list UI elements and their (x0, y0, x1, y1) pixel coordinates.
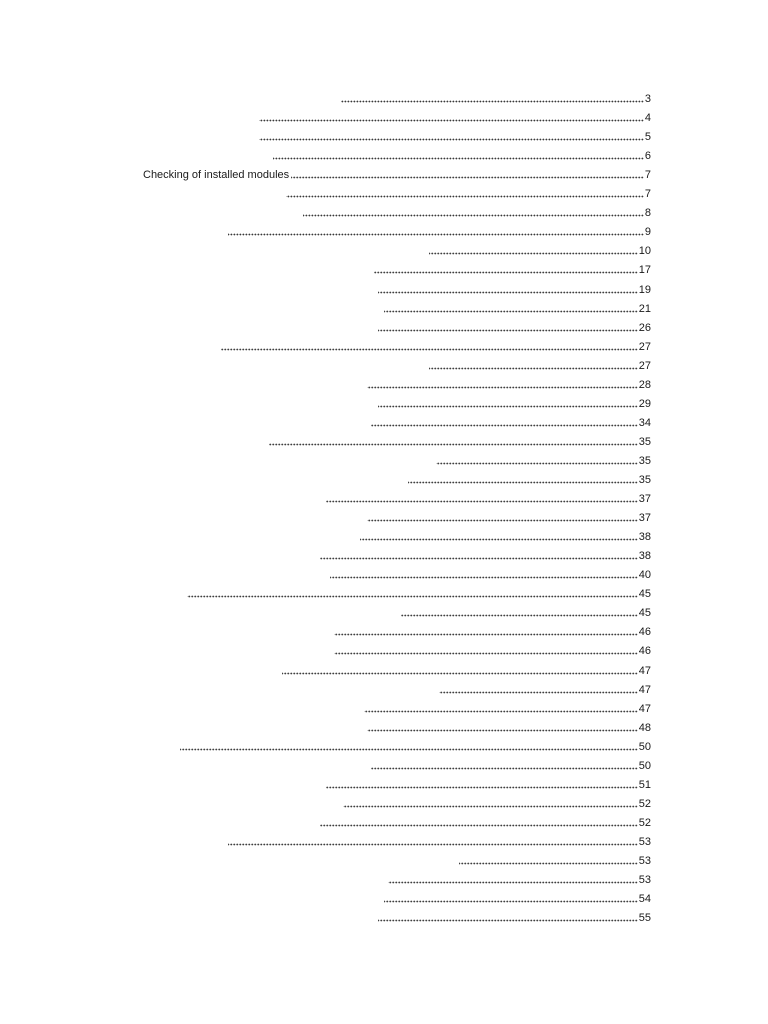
toc-entry[interactable] (326, 773, 651, 792)
dot-leader (371, 767, 638, 770)
toc-page-number: 27 (638, 341, 651, 353)
toc-entry[interactable] (343, 792, 651, 811)
dot-leader (374, 271, 638, 274)
dot-leader (364, 710, 638, 713)
toc-entry[interactable] (429, 239, 651, 258)
toc-page-number: 38 (638, 531, 651, 543)
dot-leader (334, 633, 638, 636)
dot-leader (367, 519, 638, 522)
dot-leader (439, 691, 638, 694)
toc-entry[interactable] (436, 449, 651, 468)
toc-page-number: 21 (638, 303, 651, 315)
dot-leader (384, 310, 638, 313)
dot-leader (282, 672, 638, 675)
toc-page-number: 34 (638, 417, 651, 429)
toc-page-number: 40 (638, 569, 651, 581)
toc-entry[interactable] (367, 716, 651, 735)
dot-leader (378, 919, 638, 922)
toc-page-number: 47 (638, 665, 651, 677)
toc-entry[interactable] (221, 335, 651, 354)
dot-leader (326, 500, 638, 503)
toc-entry[interactable] (341, 87, 651, 106)
toc-page-number: 35 (638, 474, 651, 486)
toc-entry[interactable] (384, 297, 651, 316)
dot-leader (320, 824, 638, 827)
dot-leader (378, 291, 638, 294)
toc-page-number: 29 (638, 398, 651, 410)
toc-page-number: 4 (644, 112, 651, 124)
toc-page-number: 27 (638, 360, 651, 372)
toc-entry[interactable] (330, 563, 651, 582)
dot-leader (286, 195, 644, 198)
dot-leader (273, 157, 644, 160)
toc-page-number: 8 (644, 207, 651, 219)
toc-page-number: 5 (644, 131, 651, 143)
toc-entry[interactable] (326, 487, 651, 506)
toc-page-number: 47 (638, 684, 651, 696)
dot-leader (221, 348, 638, 351)
toc-page-number: 35 (638, 436, 651, 448)
toc-entry[interactable] (378, 278, 651, 297)
toc-entry[interactable] (273, 144, 651, 163)
dot-leader (187, 595, 638, 598)
toc-page-number: 54 (638, 893, 651, 905)
dot-leader (269, 443, 638, 446)
dot-leader (378, 405, 638, 408)
dot-leader (341, 100, 644, 103)
toc-page-number: 6 (644, 150, 651, 162)
toc-page-number: 48 (638, 722, 651, 734)
toc-entry[interactable] (388, 868, 651, 887)
dot-leader (429, 252, 638, 255)
dot-leader (378, 329, 638, 332)
toc-entry-title: Checking of installed modules (143, 169, 290, 181)
dot-leader (408, 481, 638, 484)
toc-page-number: 7 (644, 169, 651, 181)
dot-leader (303, 214, 644, 217)
toc-entry[interactable] (439, 678, 651, 697)
dot-leader (291, 176, 644, 179)
toc-entry[interactable] (303, 201, 651, 220)
toc-page-number: 28 (638, 379, 651, 391)
toc-entry[interactable] (320, 811, 651, 830)
dot-leader (334, 652, 638, 655)
toc-page-number: 46 (638, 645, 651, 657)
dot-leader (343, 805, 638, 808)
toc-page-number: 53 (638, 836, 651, 848)
dot-leader (384, 900, 638, 903)
toc-page-number: 7 (644, 188, 651, 200)
dot-leader (360, 538, 638, 541)
toc-entry[interactable] (371, 411, 651, 430)
dot-leader (401, 614, 638, 617)
toc-page-number: 19 (638, 284, 651, 296)
toc-entry[interactable] (187, 582, 651, 601)
toc-entry[interactable] (228, 220, 651, 239)
toc-entry[interactable] (378, 906, 651, 925)
toc-entry[interactable] (334, 639, 651, 658)
toc-entry[interactable] (282, 659, 651, 678)
dot-leader (259, 119, 644, 122)
toc-entry[interactable] (459, 849, 651, 868)
toc-entry[interactable] (143, 163, 651, 182)
toc-entry[interactable] (334, 620, 651, 639)
toc-page-number: 53 (638, 855, 651, 867)
toc-page-number: 26 (638, 322, 651, 334)
toc-entry[interactable] (378, 392, 651, 411)
toc-entry[interactable] (286, 182, 651, 201)
toc-page-number: 45 (638, 607, 651, 619)
toc-entry[interactable] (378, 316, 651, 335)
toc-page-number: 47 (638, 703, 651, 715)
dot-leader (259, 138, 644, 141)
toc-entry[interactable] (367, 506, 651, 525)
dot-leader (326, 786, 638, 789)
dot-leader (367, 729, 638, 732)
toc-entry[interactable] (408, 468, 651, 487)
dot-leader (429, 367, 638, 370)
toc-page-number: 51 (638, 779, 651, 791)
dot-leader (330, 576, 638, 579)
toc-entry[interactable] (364, 697, 651, 716)
dot-leader (436, 462, 638, 465)
toc-page-number: 17 (638, 264, 651, 276)
toc-page-number: 52 (638, 817, 651, 829)
toc-page-number: 38 (638, 550, 651, 562)
toc-page-number: 46 (638, 626, 651, 638)
toc-entry[interactable] (367, 373, 651, 392)
toc-entry[interactable] (401, 601, 651, 620)
toc-page-number: 3 (644, 93, 651, 105)
toc-entry[interactable] (384, 887, 651, 906)
toc-page-number: 50 (638, 741, 651, 753)
toc-page-number: 37 (638, 512, 651, 524)
dot-leader (228, 233, 644, 236)
toc-entry[interactable] (374, 258, 651, 277)
toc-entry[interactable] (371, 754, 651, 773)
toc-entry[interactable] (180, 735, 651, 754)
dot-leader (371, 424, 638, 427)
dot-leader (367, 386, 638, 389)
dot-leader (388, 881, 638, 884)
toc-page-number: 9 (644, 226, 651, 238)
toc-page-number: 55 (638, 912, 651, 924)
toc-page-number: 10 (638, 245, 651, 257)
toc-page-number: 50 (638, 760, 651, 772)
dot-leader (459, 862, 638, 865)
toc-entry[interactable] (259, 106, 651, 125)
toc-page-number: 45 (638, 588, 651, 600)
toc-entry[interactable] (269, 430, 651, 449)
toc-entry[interactable] (320, 544, 651, 563)
toc-entry[interactable] (429, 354, 651, 373)
toc-page-number: 35 (638, 455, 651, 467)
dot-leader (320, 557, 638, 560)
dot-leader (228, 843, 638, 846)
toc-page-number: 53 (638, 874, 651, 886)
toc-page-number: 52 (638, 798, 651, 810)
toc-entry[interactable] (360, 525, 651, 544)
toc-entry[interactable] (228, 830, 651, 849)
dot-leader (180, 748, 638, 751)
toc-entry[interactable] (259, 125, 651, 144)
toc-page-number: 37 (638, 493, 651, 505)
